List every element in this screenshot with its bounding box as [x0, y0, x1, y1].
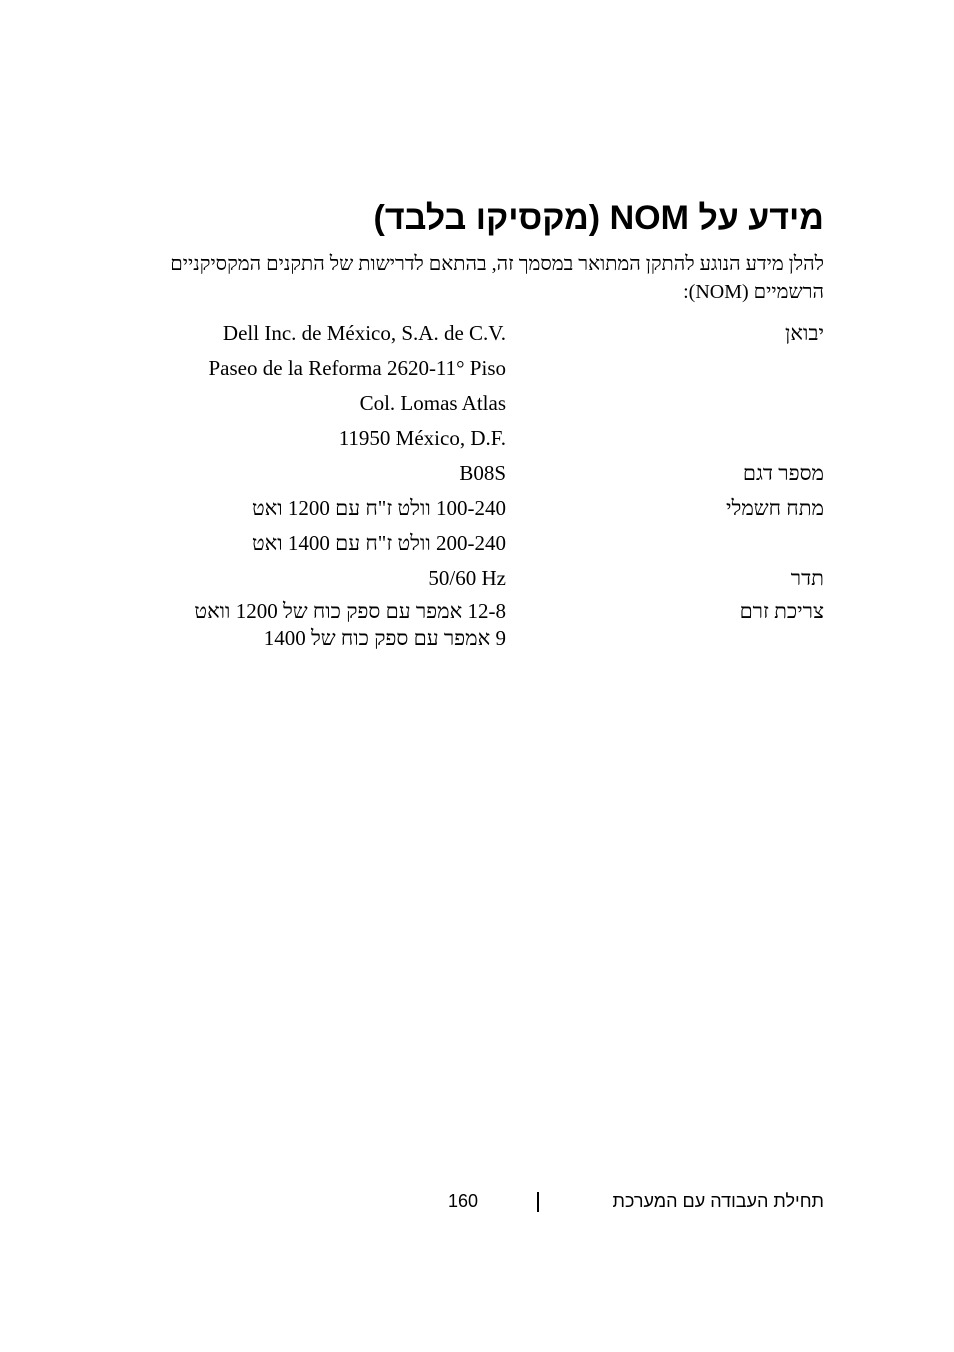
- spec-label-importer: יבואן: [785, 321, 824, 345]
- voltage-line-1: 100-240 וולט ז"ח עם 1200 ואט: [251, 496, 506, 520]
- spec-row-frequency: [0, 561, 954, 596]
- spec-row-model: [0, 456, 954, 491]
- model-number: B08S: [459, 461, 506, 485]
- frequency-value: 50/60 Hz: [428, 566, 506, 590]
- page-number: 160: [448, 1191, 479, 1211]
- intro-line-1: להלן מידע הנוגע להתקן המתואר במסמך זה, בהתאם לדרישות של התקנים המקסיקניים: [170, 253, 824, 275]
- spec-row-voltage: [0, 491, 954, 561]
- spec-values-model: [120, 456, 506, 491]
- spec-table: [0, 316, 954, 652]
- spec-values-voltage: [120, 491, 506, 561]
- importer-line-2: Paseo de la Reforma 2620-11° Piso: [208, 356, 506, 380]
- page-heading: מידע על NOM (מקסיקו בלבד): [373, 199, 824, 237]
- intro-paragraph: [84, 250, 824, 306]
- intro-line-2: הרשמיים (NOM):: [683, 281, 824, 303]
- spec-row-current: [0, 596, 954, 652]
- footer-separator: [537, 1192, 539, 1212]
- spec-values-frequency: [120, 561, 506, 596]
- voltage-line-2: 200-240 וולט ז"ח עם 1400 ואט: [251, 531, 506, 555]
- page-footer: [0, 1186, 954, 1216]
- current-line-2: 9 אמפר עם ספק כוח של 1400: [263, 626, 506, 650]
- spec-label-current: צריכת זרם: [739, 599, 824, 623]
- current-line-1: 12-8 אמפר עם ספק כוח של 1200 וואט: [194, 599, 506, 623]
- importer-line-4: 11950 México, D.F.: [338, 426, 506, 450]
- footer-title: תחילת העבודה עם המערכת: [612, 1191, 824, 1211]
- spec-label-frequency: תדר: [790, 566, 824, 590]
- importer-line-3: Col. Lomas Atlas: [359, 391, 506, 415]
- spec-row-importer: [0, 316, 954, 456]
- spec-label-model: מספר דגם: [742, 461, 824, 485]
- spec-values-current: [120, 596, 506, 652]
- spec-values-importer: [120, 316, 506, 456]
- spec-label-voltage: מתח חשמלי: [725, 496, 824, 520]
- importer-line-1: Dell Inc. de México, S.A. de C.V.: [222, 321, 506, 345]
